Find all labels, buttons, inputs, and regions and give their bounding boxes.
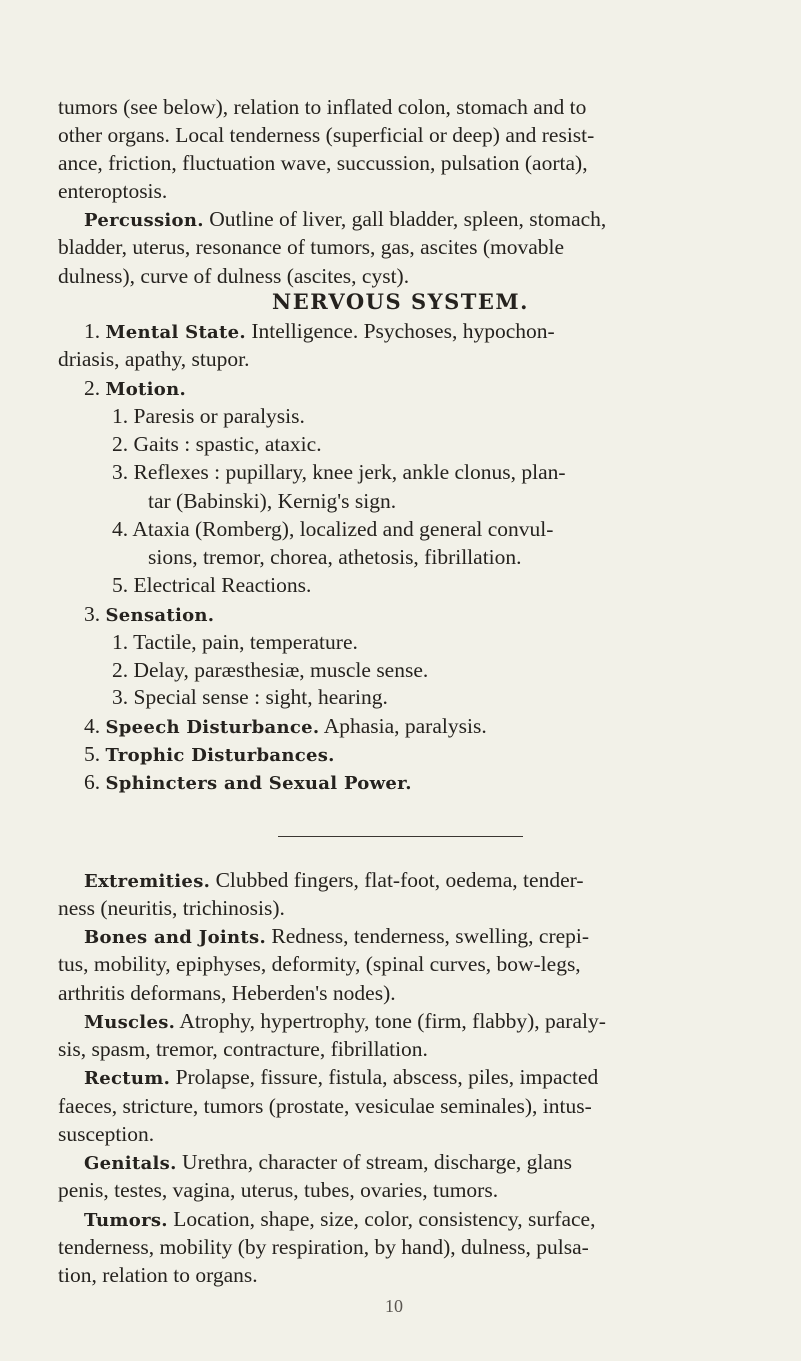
rectum-text: Prolapse, fissure, fistula, abscess, piles, impacted [175, 1065, 599, 1090]
item-number: 1. [112, 403, 129, 428]
percussion-line-1 [84, 206, 606, 234]
item-heading: Sensation. [105, 604, 215, 626]
item-text: Aphasia, paralysis. [323, 713, 487, 738]
motion-subitem-4-cont: sions, tremor, chorea, athetosis, fibrillation. [148, 545, 522, 570]
tumors-line-3: tion, relation to organs. [58, 1263, 258, 1287]
tumors-line-1 [84, 1206, 595, 1234]
muscles-text: Atrophy, hypertrophy, tone (firm, flabby), paraly- [179, 1008, 606, 1033]
item-number: 3. [84, 601, 101, 626]
item-heading: Speech Disturbance. [105, 716, 320, 738]
item-text: Gaits : spastic, ataxic. [133, 432, 322, 457]
nervous-item-4 [84, 713, 487, 741]
item-number: 3. [112, 685, 129, 710]
section-divider [278, 836, 523, 837]
nervous-item-1-cont: driasis, apathy, stupor. [58, 347, 250, 372]
item-text: Reflexes : pupillary, knee jerk, ankle clonus, plan- [133, 460, 566, 485]
motion-subitem-1 [112, 403, 305, 429]
motion-subitem-5 [112, 572, 311, 598]
tumors-heading: Tumors. [84, 1209, 168, 1231]
item-number: 1. [84, 319, 101, 344]
bones-line-2: tus, mobility, epiphyses, deformity, (spinal curves, bow-legs, [58, 952, 581, 977]
nervous-item-5 [84, 741, 335, 769]
bones-heading: Bones and Joints. [84, 927, 267, 949]
bones-line-3: arthritis deformans, Heberden's nodes). [58, 980, 396, 1005]
nervous-item-6 [84, 769, 412, 797]
sensation-subitem-2 [112, 657, 428, 683]
intro-line-2: other organs. Local tenderness (superficial or deep) and resist- [58, 123, 595, 148]
rectum-heading: Rectum. [84, 1068, 171, 1090]
rectum-line-2: faeces, stricture, tumors (prostate, vesiculae seminales), intus- [58, 1093, 592, 1118]
percussion-line-3: dulness), curve of dulness (ascites, cyst). [58, 263, 410, 288]
percussion-heading: Percussion. [84, 210, 204, 232]
nervous-item-1 [84, 318, 555, 346]
item-number: 6. [84, 770, 101, 795]
genitals-heading: Genitals. [84, 1153, 177, 1175]
page-number: 10 [385, 1296, 403, 1316]
item-number: 5. [84, 741, 101, 766]
intro-line-4: enteroptosis. [58, 178, 168, 203]
item-number: 2. [112, 658, 129, 683]
item-text: Tactile, pain, temperature. [133, 629, 358, 654]
section-title-nervous-system: NERVOUS SYSTEM. [272, 288, 529, 314]
item-heading: Sphincters and Sexual Power. [105, 773, 412, 795]
item-text: Paresis or paralysis. [133, 403, 305, 428]
item-number: 3. [112, 460, 129, 485]
motion-subitem-4 [112, 516, 553, 542]
genitals-line-2: penis, testes, vagina, uterus, tubes, ovaries, tumors. [58, 1178, 499, 1203]
percussion-line-2: bladder, uterus, resonance of tumors, gas, ascites (movable [58, 235, 565, 260]
genitals-line-1 [84, 1149, 572, 1177]
nervous-item-3 [84, 601, 214, 629]
item-heading: Mental State. [105, 322, 246, 344]
muscles-heading: Muscles. [84, 1011, 176, 1033]
motion-subitem-3 [112, 459, 566, 485]
bones-line-1 [84, 923, 589, 951]
item-number: 4. [112, 516, 129, 541]
item-text: Electrical Reactions. [133, 573, 312, 598]
item-text: Delay, paræsthesiæ, muscle sense. [133, 658, 429, 683]
item-text: Special sense : sight, hearing. [133, 685, 388, 710]
item-number: 1. [112, 629, 129, 654]
sensation-subitem-3 [112, 684, 388, 710]
item-number: 2. [84, 375, 101, 400]
muscles-line-1 [84, 1008, 606, 1036]
item-heading: Trophic Disturbances. [105, 744, 335, 766]
item-text: Ataxia (Romberg), localized and general convul- [132, 516, 554, 541]
item-heading: Motion. [105, 378, 187, 400]
item-number: 2. [112, 432, 129, 457]
genitals-text: Urethra, character of stream, discharge, glans [182, 1150, 573, 1175]
muscles-line-2: sis, spasm, tremor, contracture, fibrillation. [58, 1037, 428, 1062]
rectum-line-3: susception. [58, 1121, 155, 1146]
bones-text: Redness, tenderness, swelling, crepi- [271, 924, 590, 949]
rectum-line-1 [84, 1064, 598, 1092]
sensation-subitem-1 [112, 629, 358, 655]
motion-subitem-3-cont: tar (Babinski), Kernig's sign. [148, 488, 397, 513]
percussion-text: Outline of liver, gall bladder, spleen, stomach, [209, 207, 607, 232]
extremities-heading: Extremities. [84, 870, 211, 892]
tumors-line-2: tenderness, mobility (by respiration, by hand), dulness, pulsa- [58, 1234, 589, 1259]
intro-line-3: ance, friction, fluctuation wave, succussion, pulsation (aorta), [58, 151, 588, 176]
intro-line-1: tumors (see below), relation to inflated colon, stomach and to [58, 95, 587, 119]
extremities-line-2: ness (neuritis, trichinosis). [58, 895, 285, 920]
item-number: 5. [112, 573, 129, 598]
nervous-item-2 [84, 375, 186, 403]
item-text: Intelligence. Psychoses, hypochon- [251, 319, 555, 344]
motion-subitem-2 [112, 431, 322, 457]
extremities-line-1 [84, 867, 584, 895]
item-number: 4. [84, 713, 101, 738]
extremities-text: Clubbed fingers, flat-foot, oedema, tender- [215, 867, 584, 892]
tumors-text: Location, shape, size, color, consistency, surface, [173, 1206, 596, 1231]
